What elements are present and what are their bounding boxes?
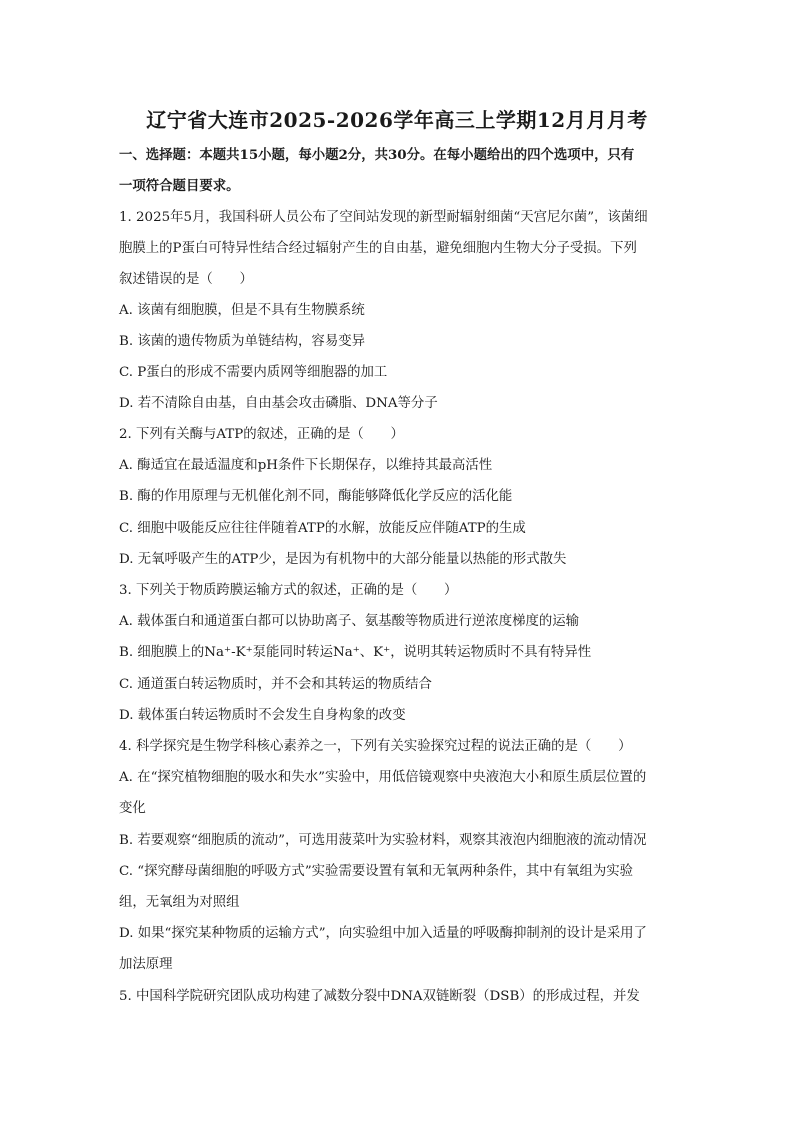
section-heading: 一、选择题：本题共15小题，每小题2分，共30分。在每小题给出的四个选项中，只有 [119,147,635,163]
q3-option-c: C. 通道蛋白转运物质时，并不会和其转运的物质结合 [119,677,432,692]
q2-option-c: C. 细胞中吸能反应往往伴随着ATP的水解，放能反应伴随ATP的生成 [119,521,526,536]
q1-option-a: A. 该菌有细胞膜，但是不具有生物膜系统 [119,303,365,318]
q2-stem: 2. 下列有关酶与ATP的叙述，正确的是（ ） [119,427,404,442]
q1-option-b: B. 该菌的遗传物质为单链结构，容易变异 [119,334,365,349]
q3-stem: 3. 下列关于物质跨膜运输方式的叙述，正确的是（ ） [119,583,458,598]
q1-option-d: D. 若不清除自由基，自由基会攻击磷脂、DNA等分子 [119,396,438,411]
q4-option-c-cont: 组，无氧组为对照组 [119,895,240,910]
q1-stem: 胞膜上的P蛋白可特异性结合经过辐射产生的自由基，避免细胞内生物大分子受损。下列 [119,241,637,256]
q5-stem: 5. 中国科学院研究团队成功构建了减数分裂中DNA双链断裂（DSB）的形成过程，并发 [119,989,640,1004]
q2-option-d: D. 无氧呼吸产生的ATP少，是因为有机物中的大部分能量以热能的形式散失 [119,552,567,567]
q1-stem: 叙述错误的是（ ） [119,272,253,287]
exam-title: 辽宁省大连市2025-2026学年高三上学期12月月月考 [146,108,648,132]
q4-option-a: A. 在“探究植物细胞的吸水和失水”实验中，用低倍镜观察中央液泡大小和原生质层位置的 [119,770,647,785]
q4-option-c: C. “探究酵母菌细胞的呼吸方式”实验需要设置有氧和无氧两种条件，其中有氧组为实验 [119,864,634,879]
q2-option-b: B. 酶的作用原理与无机催化剂不同，酶能够降低化学反应的活化能 [119,489,513,504]
section-heading-cont: 一项符合题目要求。 [119,178,240,194]
q4-option-b: B. 若要观察“细胞质的流动”，可选用菠菜叶为实验材料，观察其液泡内细胞液的流动情况 [119,833,647,848]
q4-option-d: D. 如果“探究某种物质的运输方式”，向实验组中加入适量的呼吸酶抑制剂的设计是采用了 [119,926,647,941]
q4-stem: 4. 科学探究是生物学科核心素养之一，下列有关实验探究过程的说法正确的是（ ） [119,739,632,754]
q3-option-d: D. 载体蛋白转运物质时不会发生自身构象的改变 [119,708,406,723]
q4-option-d-cont: 加法原理 [119,957,173,972]
q4-option-a-cont: 变化 [119,801,146,816]
q1-option-c: C. P蛋白的形成不需要内质网等细胞器的加工 [119,365,388,380]
q1-stem: 1. 2025年5月，我国科研人员公布了空间站发现的新型耐辐射细菌“天宫尼尔菌”，该菌细 [119,210,648,225]
q2-option-a: A. 酶适宜在最适温度和pH条件下长期保存，以维持其最高活性 [119,458,493,473]
q3-option-b: B. 细胞膜上的Na⁺-K⁺泵能同时转运Na⁺、K⁺，说明其转运物质时不具有特异性 [119,645,592,660]
q3-option-a: A. 载体蛋白和通道蛋白都可以协助离子、氨基酸等物质进行逆浓度梯度的运输 [119,614,580,629]
